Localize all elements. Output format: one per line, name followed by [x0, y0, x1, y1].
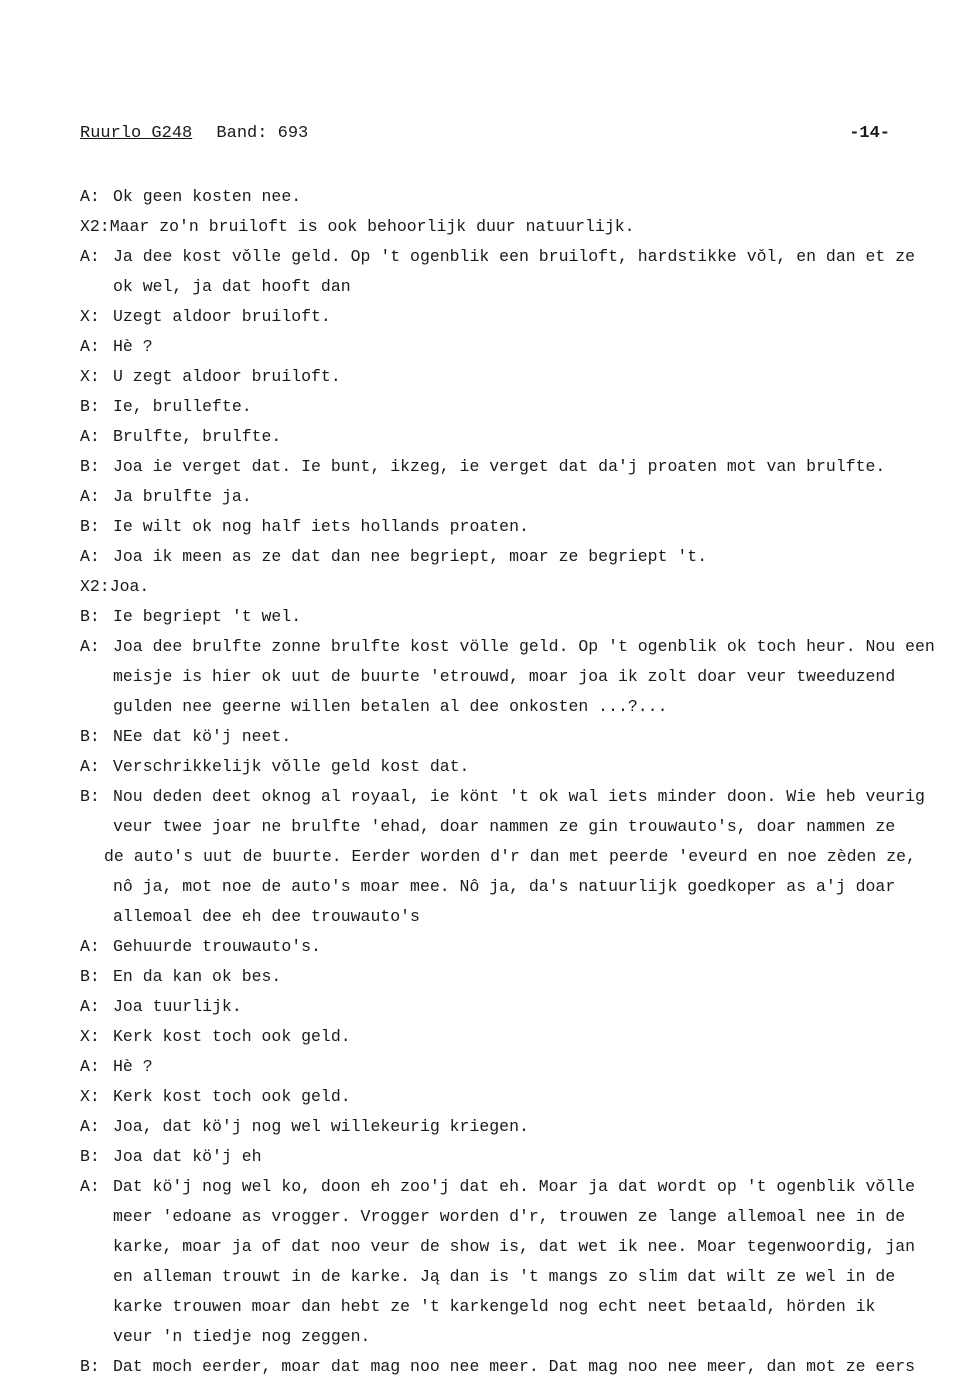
utterance-text: de auto's uut de buurte. Eerder worden d'r dan met peerde 'eveurd en noe zèden ze, — [104, 847, 916, 866]
transcript-line — [80, 872, 950, 902]
utterance-text: meer 'edoane as vrogger. Vrogger worden d'r, trouwen ze lange allemoal nee in de — [113, 1207, 906, 1226]
transcript-line — [80, 392, 950, 422]
transcript-line — [80, 1052, 950, 1082]
transcript-line — [80, 1022, 950, 1052]
transcript-line — [80, 542, 950, 572]
speaker-label: A: — [80, 997, 100, 1016]
speaker-label: B: — [80, 397, 100, 416]
transcript-line — [80, 752, 950, 782]
utterance-text: Joa ie verget dat. Ie bunt, ikzeg, ie verget dat da'j proaten mot van brulfte. — [113, 457, 886, 476]
transcript-line — [80, 812, 950, 842]
utterance-text: Brulfte, brulfte. — [113, 427, 282, 446]
utterance-text: Hè ? — [113, 337, 153, 356]
transcript-line — [80, 1352, 950, 1382]
transcript-line — [80, 1322, 950, 1352]
utterance-text: allemoal dee eh dee trouwauto's — [113, 907, 420, 926]
transcript-line — [80, 332, 950, 362]
utterance-text: ok wel, ja dat hooft dan — [113, 277, 351, 296]
transcript-line — [80, 422, 950, 452]
utterance-text: veur 'n tiedje nog zeggen. — [113, 1327, 371, 1346]
transcript-line — [80, 512, 950, 542]
transcript-line — [80, 1172, 950, 1202]
utterance-text: U zegt aldoor bruiloft. — [113, 367, 341, 386]
speaker-label: A: — [80, 337, 100, 356]
transcript-line — [80, 1232, 950, 1262]
speaker-label: A: — [80, 427, 100, 446]
speaker-label: B: — [80, 517, 100, 536]
transcript-line — [80, 182, 950, 212]
utterance-text: Joa ik meen as ze dat dan nee begriept, moar ze begriept 't. — [113, 547, 708, 566]
transcript-line — [80, 692, 950, 722]
utterance-text: Uzegt aldoor bruiloft. — [113, 307, 331, 326]
page-number: -14- — [849, 124, 890, 143]
utterance-text: Joa. — [109, 577, 150, 596]
transcript-line — [80, 662, 950, 692]
transcript-line — [80, 602, 950, 632]
utterance-text: Ie wilt ok nog half iets hollands proaten. — [113, 517, 529, 536]
speaker-label: A: — [80, 757, 100, 776]
transcript-line — [80, 1142, 950, 1172]
transcript-line — [80, 962, 950, 992]
transcript-line — [80, 1202, 950, 1232]
speaker-label: A: — [80, 1117, 100, 1136]
utterance-text: Gehuurde trouwauto's. — [113, 937, 321, 956]
utterance-text: Joa tuurlijk. — [113, 997, 242, 1016]
utterance-text: meisje is hier ok uut de buurte 'etrouwd, moar joa ik zolt doar veur tweeduzend — [113, 667, 896, 686]
utterance-text: Kerk kost toch ook geld. — [113, 1027, 351, 1046]
speaker-label: A: — [80, 937, 100, 956]
band-number: Band: 693 — [216, 124, 309, 143]
speaker-label: X2: — [80, 217, 110, 236]
transcript-line — [80, 632, 950, 662]
utterance-text: NEe dat kö'j neet. — [113, 727, 292, 746]
speaker-label: A: — [80, 187, 100, 206]
speaker-label: A: — [80, 637, 100, 656]
transcript-line — [80, 902, 950, 932]
speaker-label: A: — [80, 1057, 100, 1076]
speaker-label: A: — [80, 547, 100, 566]
speaker-label: A: — [80, 247, 100, 266]
transcript-line — [80, 1262, 950, 1292]
speaker-label: X: — [80, 1087, 100, 1106]
transcript-line — [80, 272, 950, 302]
utterance-text: Dat moch eerder, moar dat mag noo nee meer. Dat mag noo nee meer, dan mot ze eers — [113, 1357, 916, 1376]
transcript-line — [80, 572, 950, 602]
utterance-text: veur twee joar ne brulfte 'ehad, doar nammen ze gin trouwauto's, doar nammen ze — [113, 817, 896, 836]
speaker-label: B: — [80, 1147, 100, 1166]
utterance-text: nô ja, mot noe de auto's moar mee. Nô ja, da's natuurlijk goedkoper as a'j doar — [113, 877, 896, 896]
speaker-label: X2: — [80, 577, 110, 596]
speaker-label: B: — [80, 967, 100, 986]
transcript-line — [80, 482, 950, 512]
speaker-label: B: — [80, 787, 100, 806]
speaker-label: B: — [80, 457, 100, 476]
transcript-line — [80, 932, 950, 962]
speaker-label: A: — [80, 487, 100, 506]
utterance-text: En da kan ok bes. — [113, 967, 282, 986]
utterance-text: Maar zo'n bruiloft is ook behoorlijk duur natuurlijk. — [109, 217, 635, 236]
utterance-text: Ja brulfte ja. — [113, 487, 252, 506]
speaker-label: A: — [80, 1177, 100, 1196]
transcript-line — [80, 1112, 950, 1142]
transcript-line — [80, 212, 950, 242]
speaker-label: X: — [80, 1027, 100, 1046]
utterance-text: Ie begriept 't wel. — [113, 607, 302, 626]
utterance-text: Dat kö'j nog wel ko, doon eh zoo'j dat eh. Moar ja dat wordt op 't ogenblik vǒlle — [113, 1177, 916, 1196]
speaker-label: B: — [80, 1357, 100, 1376]
utterance-text: Hè ? — [113, 1057, 153, 1076]
utterance-text: Joa dee brulfte zonne brulfte kost völle geld. Op 't ogenblik ok toch heur. Nou een — [113, 637, 935, 656]
utterance-text: Ie, brullefte. — [113, 397, 252, 416]
utterance-text: en alleman trouwt in de karke. Ją dan is 't mangs zo slim dat wilt ze wel in de — [113, 1267, 896, 1286]
utterance-text: Ok geen kosten nee. — [113, 187, 302, 206]
transcript-line — [80, 452, 950, 482]
transcript-line — [80, 1082, 950, 1112]
transcript-line — [80, 242, 950, 272]
utterance-text: karke, moar ja of dat noo veur de show is, dat wet ik nee. Moar tegenwoordig, jan — [113, 1237, 916, 1256]
transcript-line — [80, 362, 950, 392]
speaker-label: X: — [80, 367, 100, 386]
transcript-line — [80, 302, 950, 332]
recording-location: Ruurlo G248 — [80, 124, 193, 143]
utterance-text: Joa, dat kö'j nog wel willekeurig kriegen. — [113, 1117, 529, 1136]
utterance-text: Kerk kost toch ook geld. — [113, 1087, 351, 1106]
utterance-text: Verschrikkelijk vǒlle geld kost dat. — [113, 757, 470, 776]
utterance-text: Ja dee kost vǒlle geld. Op 't ogenblik een bruiloft, hardstikke vǒl, en dan et ze — [113, 247, 916, 266]
transcript-line — [80, 992, 950, 1022]
utterance-text: Nou deden deet oknog al royaal, ie könt 't ok wal iets minder doon. Wie heb veurig — [113, 787, 925, 806]
speaker-label: B: — [80, 727, 100, 746]
utterance-text: gulden nee geerne willen betalen al dee onkosten ...?... — [113, 697, 668, 716]
speaker-label: B: — [80, 607, 100, 626]
utterance-text: karke trouwen moar dan hebt ze 't karkengeld nog echt neet betaald, hörden ik — [113, 1297, 876, 1316]
page-header — [80, 124, 890, 150]
transcript-line — [80, 1292, 950, 1322]
speaker-label: X: — [80, 307, 100, 326]
utterance-text: Joa dat kö'j eh — [113, 1147, 262, 1166]
transcript-line — [80, 782, 950, 812]
transcript — [80, 182, 950, 1382]
transcript-line — [80, 842, 950, 872]
transcript-line — [80, 722, 950, 752]
